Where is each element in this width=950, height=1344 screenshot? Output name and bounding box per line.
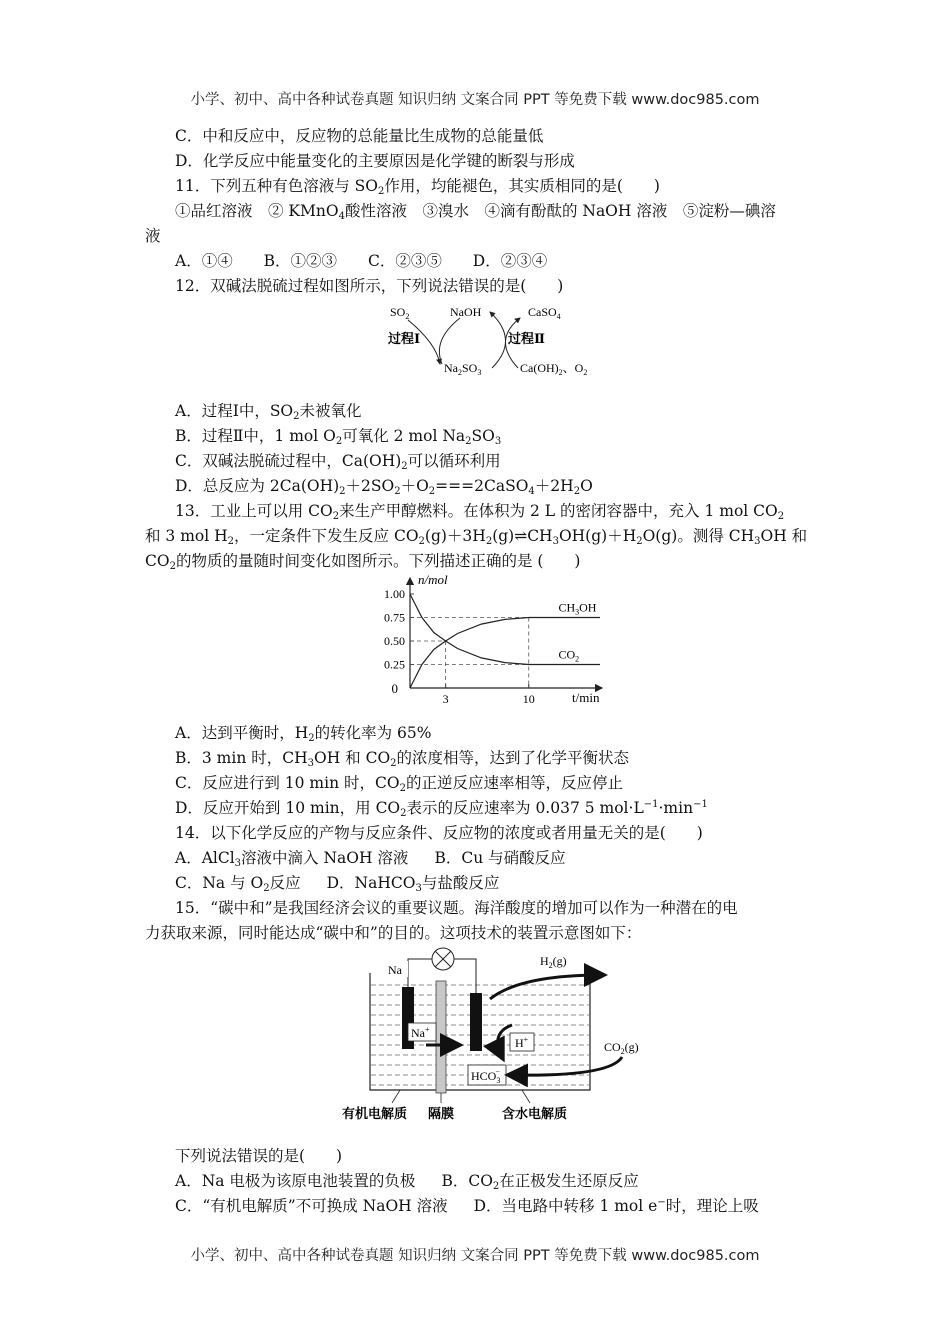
y-axis-label: n/mol <box>418 572 448 587</box>
q14-options-cd: C．Na 与 $O_2$反应 D．NaHCO$_3$与盐酸反应 <box>175 874 500 894</box>
co2-gas-label: $CO_2(g)$ <box>604 1040 639 1056</box>
membrane <box>436 981 446 1093</box>
q13-line-chart <box>370 572 620 707</box>
caso4-label: CaSO$_4$ <box>528 305 561 321</box>
q15-line-2: 力获取来源，同时能达成“碳中和”的目的。这项技术的装置示意图如下： <box>145 924 642 942</box>
h-ion-label: H+ <box>515 1035 529 1050</box>
caoh2-o2-label: $Ca(OH)_2$、$O_2$ <box>520 361 588 377</box>
q10-option-d: D．化学反应中能量变化的主要原因是化学键的断裂与形成 <box>175 152 575 170</box>
q14-options-ab: A．AlCl$_3$溶液中滴入 NaOH 溶液 B．Cu 与硝酸反应 <box>175 849 566 869</box>
na2so3-label: $Na_2SO_3$ <box>444 361 482 377</box>
y-tick-label: 0.50 <box>384 634 405 648</box>
wire-left <box>408 959 432 987</box>
positive-electrode <box>470 993 482 1051</box>
q13-option-b: B．3 min 时，$CH_3OH$ 和 $CO_2$的浓度相等，达到了化学平衡状态 <box>175 749 630 769</box>
naoh-label: NaOH <box>450 305 482 319</box>
h2-arrow <box>490 975 602 999</box>
series-label-ch3oh: $CH_3OH$ <box>558 600 597 617</box>
q12-option-d: D．总反应为 $2Ca(OH)_2+2SO_2+O_2===2CaSO_4+2H_2O$ <box>175 477 593 497</box>
q12-option-b: B．过程Ⅱ中，1 mol $O_2$可氧化 2 mol $Na_2SO_3$ <box>175 427 502 447</box>
na-ion-label: Na+ <box>411 1025 430 1040</box>
x-tick-label: 3 <box>442 692 449 706</box>
q13-line-3: $CO_2$的物质的量随时间变化如图所示。下列描述正确的是 ( ) <box>145 552 581 572</box>
co2-arrow <box>510 1057 622 1075</box>
arrow-regen-naoh <box>490 312 506 368</box>
q10-option-c: C．中和反应中，反应物的总能量比生成物的总能量低 <box>175 127 544 145</box>
q15-ask: 下列说法错误的是( ) <box>175 1147 343 1165</box>
arrow-naoh-to-na2so3 <box>439 318 460 364</box>
q11-stem: 11．下列五种有色溶液与 $SO_2$作用，均能褪色，其实质相同的是( ) <box>175 177 660 197</box>
page-footer: 小学、初中、高中各种试卷真题 知识归纳 文案合同 PPT 等免费下载 www.doc985.com <box>190 1248 760 1264</box>
wire-right <box>454 959 476 993</box>
q13-option-c: C．反应进行到 10 min 时，$CO_2$的正逆反应速率相等，反应停止 <box>175 774 623 794</box>
y-tick-label: 0.25 <box>384 657 405 672</box>
x-axis-label: t/min <box>572 690 600 705</box>
hco3-label: $HCO_3-$ <box>471 1067 501 1085</box>
q12-stem: 12．双碱法脱硫过程如图所示，下列说法错误的是( ) <box>175 277 564 295</box>
q12-option-c: C．双碱法脱硫过程中，$Ca(OH)_2$可以循环利用 <box>175 452 501 472</box>
organic-electrolyte-label: 有机电解质 <box>342 1106 408 1121</box>
process-2-label: 过程Ⅱ <box>508 331 545 346</box>
q15-options-ab: A．Na 电极为该原电池装置的负极 B．$CO_2$在正极发生还原反应 <box>175 1172 639 1192</box>
process-1-label: 过程Ⅰ <box>388 331 421 346</box>
series-label-co2: $CO_2$ <box>558 647 580 664</box>
aqueous-pointer <box>522 1090 530 1103</box>
so2-label: $SO_2$ <box>390 305 410 321</box>
q13-option-d: D．反应开始到 10 min，用 $CO_2$表示的反应速率为 0.037 5 $mol\cdot L^{-1}\cdot\min^{-1}$ <box>175 799 708 819</box>
page-header: 小学、初中、高中各种试卷真题 知识归纳 文案合同 PPT 等免费下载 www.doc985.com <box>190 92 760 108</box>
q14-stem: 14．以下化学反应的产物与反应条件、反应物的浓度或者用量无关的是( ) <box>175 824 703 842</box>
x-tick-label: 10 <box>522 692 535 706</box>
q13-line-2: 和 3 mol $H_2$，一定条件下发生反应 $CO_2(g)+3H_2(g)\rightleftharpoons CH_3OH(g)+H_2O(g)$。测得 $CH_3OH$ 和 <box>145 527 808 547</box>
q12-option-a: A．过程Ⅰ中，$SO_2$未被氧化 <box>175 402 362 422</box>
na-label: Na <box>388 963 402 977</box>
q15-options-cd: C．“有机电解质”不可换成 NaOH 溶液 D．当电路中转移 1 mol e−时，理论上吸 <box>175 1197 759 1215</box>
q15-line-1: 15．“碳中和”是我国经济会议的重要议题。海洋酸度的增加可以作为一种潜在的电 <box>175 899 738 917</box>
membrane-label: 隔膜 <box>428 1106 455 1121</box>
y-tick-label: 0.75 <box>384 610 405 625</box>
q11-items: ①品红溶液 ② KMnO$_4$酸性溶液 ③溴水 ④滴有酚酞的 NaOH 溶液 ⑤淀粉—碘溶 <box>175 202 776 222</box>
organic-pointer <box>392 1090 400 1103</box>
q12-cycle-diagram <box>380 298 610 380</box>
origin-label: 0 <box>391 681 398 696</box>
q11-options: A．①④ B．①②③ C．②③⑤ D．②③④ <box>175 252 548 270</box>
aqueous-electrolyte-label: 含水电解质 <box>502 1106 568 1121</box>
y-tick-label: 1.00 <box>384 587 405 601</box>
h2-gas-label: $H_2(g)$ <box>540 954 567 970</box>
q13-option-a: A．达到平衡时，$H_2$的转化率为 65% <box>175 724 432 744</box>
q13-line-1: 13．工业上可以用 $CO_2$来生产甲醇燃料。在体积为 2 L 的密闭容器中，充入 1 mol $CO_2$ <box>175 502 785 522</box>
q11-items-cont: 液 <box>145 227 161 245</box>
q15-cell-diagram <box>340 945 670 1125</box>
